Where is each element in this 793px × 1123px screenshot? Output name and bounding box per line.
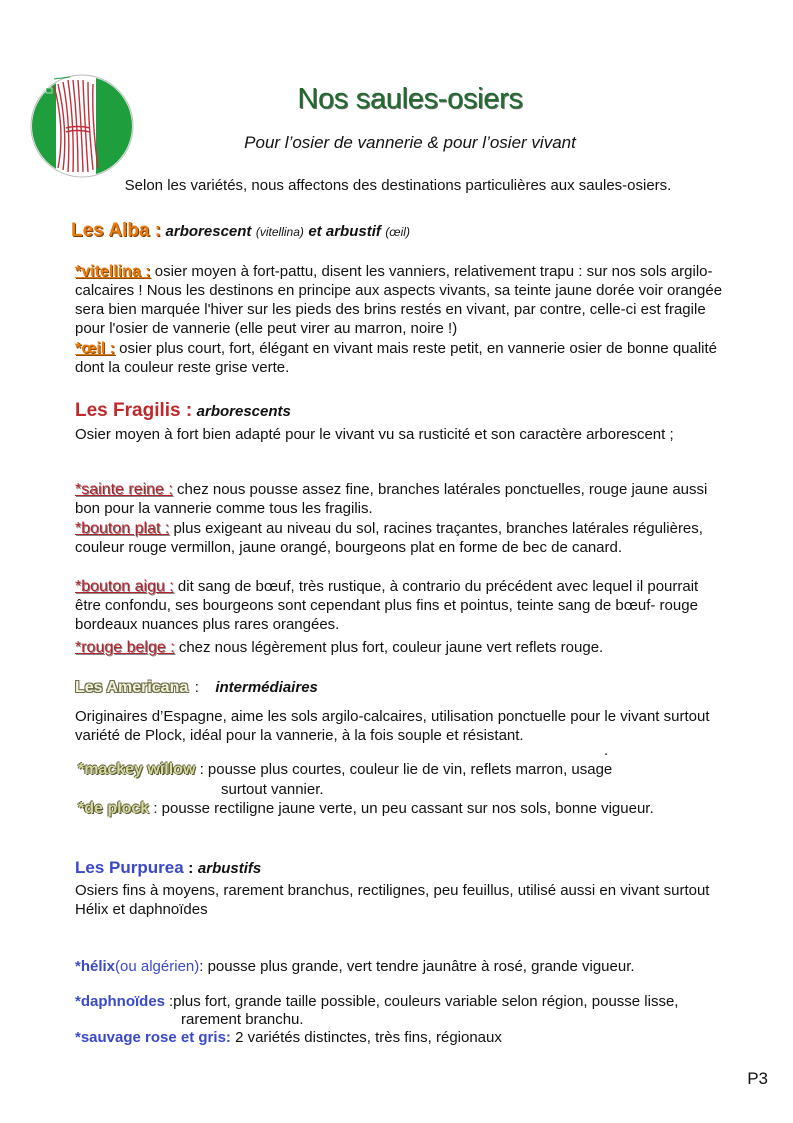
americana-heading: Les Americana [75,679,189,696]
fragilis-heading-line [75,400,291,422]
alba-type-a: arborescent [165,223,252,240]
sauvage-text: 2 variétés distinctes, très fins, régionaux [235,1029,502,1046]
alba-vitellina [75,262,725,338]
vitellina-label: *vitellina : [75,263,151,280]
plock-text: : pousse rectiligne jaune verte, un peu cassant sur nos sols, bonne vigueur. [153,800,654,817]
daphnoides-line [75,992,678,1011]
fragilis-heading: Les Fragilis : [75,400,193,421]
vitellina-text: osier moyen à fort-pattu, disent les vanniers, relativement trapu : sur nos sols argilo-calcaires ! Nous les destinons en principe aux aspects vivants, sa teinte jaune dorée voir orangée sera bien marquée l'hiver sur les pieds des brins restés en vivant, par contre, celle-ci est fragile pour l'osier de vannerie (elle peut virer au marron, noire !) [75,263,723,337]
intro-text: Selon les variétés, nous affectons des destinations particulières aux saules-osiers. [124,177,672,194]
americana-desc: Originaires d’Espagne, aime les sols argilo-calcaires, utilisation ponctuelle pour le vivant surtout variété de Plock, idéal pour la vannerie, à la fois souple et résistant. [75,708,710,744]
helix-paren: (ou algérien) [115,958,200,975]
purpurea-heading: Les Purpurea [75,858,184,877]
bouton-aigu-text: dit sang de bœuf, très rustique, à contrario du précédent avec lequel il pourrait être confondu, ses bourgeons sont cependant plus fins et pointus, teinte sang de bœuf- rouge bordeaux nuances plus rares orangées. [75,578,699,633]
sainte-reine-text: chez nous pousse assez fine, branches latérales ponctuelles, rouge jaune aussi bon pour la vannerie comme tous les fragilis. [75,481,708,517]
stray-dot: . [604,742,609,759]
helix-label: *hélix [75,958,116,975]
plock-label: *de plock [78,800,150,817]
page-title: Nos saules-osiers [297,83,523,115]
daphnoides-line-2: rarement branchu. [181,1011,304,1028]
rouge-belge-text: chez nous légèrement plus fort, couleur jaune vert reflets rouge. [178,639,604,656]
helix-text: : pousse plus grande, vert tendre jaunâtre à rosé, grande vigueur. [199,958,635,975]
fragilis-variety [75,519,715,557]
purpurea-heading-line [75,858,261,878]
bouton-aigu-label: *bouton aigu : [75,578,174,595]
rouge-belge-label: *rouge belge : [75,639,175,656]
americana-colon: : [194,679,199,696]
page-subtitle: Pour l’osier de vannerie & pour l’osier vivant [244,133,576,152]
bouton-plat-label: *bouton plat : [75,520,170,537]
sainte-reine-label: *sainte reine : [75,481,173,498]
fragilis-type: arborescents [196,403,291,420]
alba-oeil [75,339,725,377]
sauvage-line [75,1028,502,1047]
americana-type: intermédiaires [215,679,318,696]
purpurea-colon: : [188,860,194,877]
purpurea-desc: Osiers fins à moyens, rarement branchus, rectilignes, peu feuillus, utilisé aussi en vivant surtout Hélix et daphnoïdes [75,882,710,918]
alba-heading: Les Alba : [71,220,162,241]
fragilis-variety [75,577,715,634]
page-number: P3 [747,1069,768,1088]
mackey-label: *mackey willow [78,761,196,778]
daphnoides-text-1: :plus fort, grande taille possible, couleurs variable selon région, pousse lisse, [169,993,679,1010]
plock-line [78,799,654,818]
alba-heading-line [71,220,410,242]
fragilis-desc: Osier moyen à fort bien adapté pour le vivant vu sa rusticité et son caractère arborescent ; [75,426,674,443]
purpurea-type: arbustifs [197,860,262,877]
fragilis-variety [75,480,715,518]
alba-paren-b: (œil) [385,225,410,239]
bouton-plat-text: plus exigeant au niveau du sol, racines traçantes, branches latérales régulières, couleur rouge vermillon, jaune orangé, bourgeons plat en forme de bec de canard. [75,520,703,556]
americana-heading-line [75,679,318,697]
mackey-line-2: surtout vannier. [221,781,324,798]
sauvage-label: *sauvage rose et gris: [75,1029,231,1046]
oeil-label: *œil : [75,340,115,357]
oeil-text: osier plus court, fort, élégant en vivant mais reste petit, en vannerie osier de bonne qualité dont la couleur reste grise verte. [75,340,718,376]
alba-type-b: et arbustif [308,223,381,240]
fragilis-variety [75,638,715,657]
daphnoides-label: *daphnoïdes [75,993,166,1010]
alba-paren-a: (vitellina) [255,225,304,239]
mackey-text-1: : pousse plus courtes, couleur lie de vin, reflets marron, usage [199,761,613,778]
mackey-line [78,760,612,779]
helix-line [75,957,635,976]
